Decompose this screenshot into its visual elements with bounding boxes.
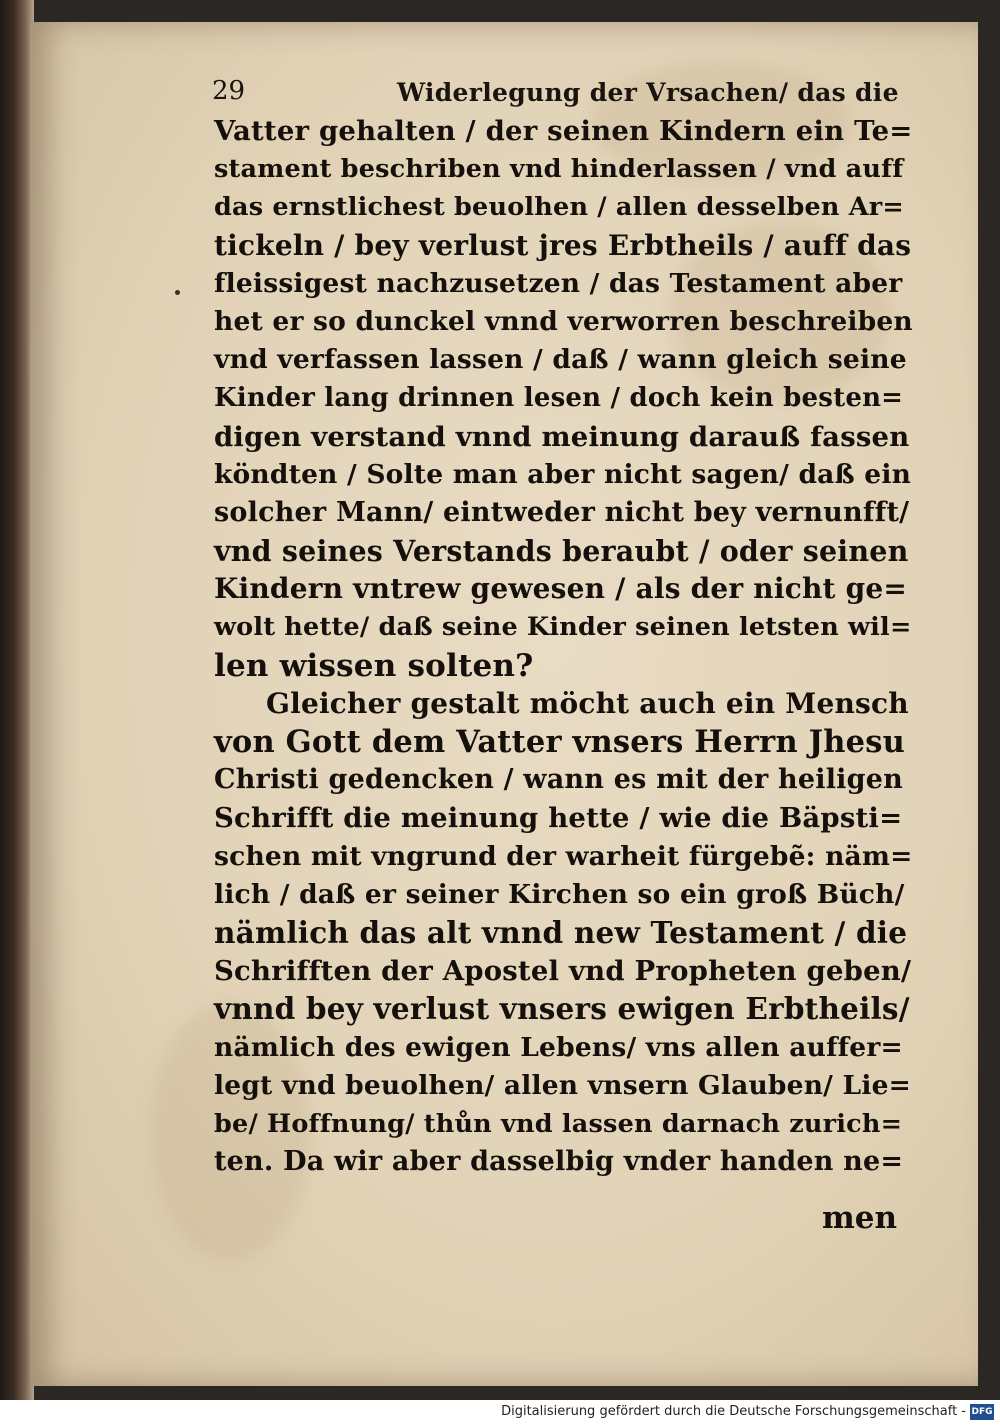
- page-header: [212, 76, 912, 116]
- ink-dot: [175, 290, 180, 295]
- text-line: solcher Mann/ eintweder nicht bey vernunfft/: [214, 496, 910, 528]
- text-line: schen mit vngrund der warheit fürgebẽ: näm=: [214, 840, 913, 872]
- text-line: len wissen solten?: [214, 647, 534, 684]
- text-line: legt vnd beuolhen/ allen vnsern Glauben/ Lie=: [214, 1069, 912, 1101]
- text-line: Vatter gehalten / der seinen Kindern ein Te=: [214, 115, 913, 147]
- text-line: digen verstand vnnd meinung darauß fassen: [214, 420, 910, 453]
- text-line: vnd verfassen lassen / daß / wann gleich seine: [214, 344, 907, 376]
- catchword: men: [822, 1200, 898, 1236]
- text-line: fleissigest nachzusetzen / das Testament aber: [214, 267, 903, 299]
- text-line: ten. Da wir aber dasselbig vnder handen ne=: [214, 1146, 904, 1178]
- text-line: vnnd bey verlust vnsers ewigen Erbtheils/: [214, 991, 910, 1027]
- running-head: Widerlegung der Vrsachen/ das die: [397, 78, 899, 107]
- text-line: das ernstlichest beuolhen / allen desselben Ar=: [214, 192, 904, 223]
- page-number: 29: [212, 76, 246, 106]
- text-line: Christi gedencken / wann es mit der heiligen: [214, 764, 903, 796]
- text-line: nämlich das alt vnnd new Testament / die: [214, 914, 908, 950]
- text-line: wolt hette/ daß seine Kinder seinen letsten wil=: [214, 612, 912, 643]
- digitization-footer: [0, 1400, 1000, 1425]
- dfg-logo-icon: DFG: [970, 1404, 994, 1420]
- body-text: [214, 112, 914, 1181]
- book-spine: [0, 0, 34, 1400]
- text-line: Schrifft die meinung hette / wie die Bäpsti=: [214, 802, 903, 835]
- text-line: be/ Hoffnung/ thůn vnd lassen darnach zurich=: [214, 1108, 903, 1139]
- text-line: Kindern vntrew gewesen / als der nicht ge=: [214, 572, 908, 606]
- text-line: Kinder lang drinnen lesen / doch kein besten=: [214, 383, 904, 414]
- funding-notice: Digitalisierung gefördert durch die Deutsche Forschungsgemeinschaft -: [501, 1404, 966, 1419]
- text-line: Schrifften der Apostel vnd Propheten geben/: [214, 955, 912, 988]
- text-line: nämlich des ewigen Lebens/ vns allen auffer=: [214, 1031, 903, 1063]
- text-line: lich / daß er seiner Kirchen so ein groß Büch/: [214, 878, 905, 910]
- text-line: köndten / Solte man aber nicht sagen/ daß ein: [214, 458, 912, 490]
- text-line: von Gott dem Vatter vnsers Herrn Jhesu: [214, 724, 906, 760]
- paragraph-start-line: Gleicher gestalt möcht auch ein Mensch: [266, 686, 909, 720]
- text-line: het er so dunckel vnnd verworren beschreiben: [214, 305, 913, 337]
- text-line: stament beschriben vnd hinderlassen / vnd auff: [214, 154, 904, 185]
- text-line: vnd seines Verstands beraubt / oder seinen: [214, 534, 909, 569]
- text-line: tickeln / bey verlust jres Erbtheils / auff das: [214, 228, 912, 262]
